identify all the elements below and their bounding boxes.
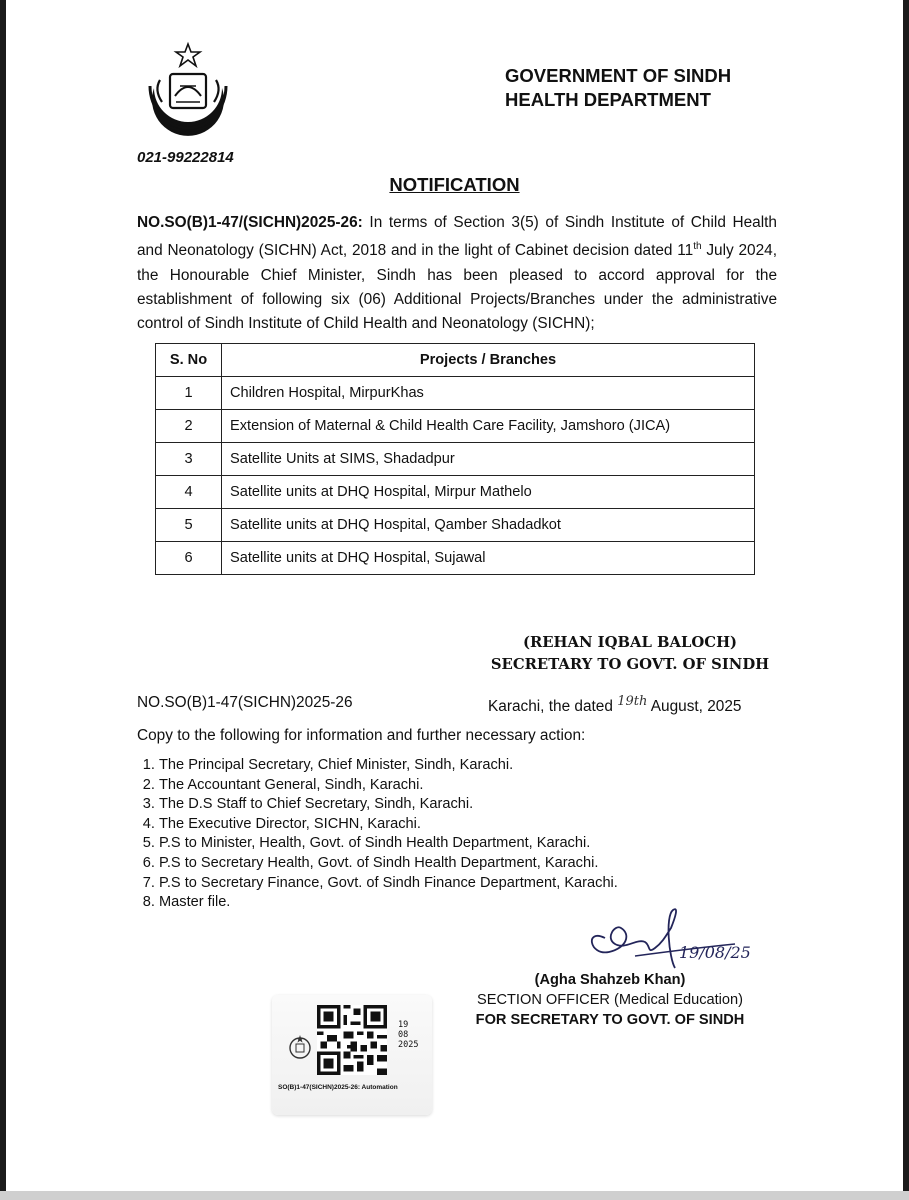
row-sno: 3 — [156, 443, 222, 476]
header-projects: Projects / Branches — [222, 344, 755, 377]
table-row — [156, 377, 755, 410]
handwritten-signature — [575, 898, 765, 978]
header-sno: S. No — [156, 344, 222, 377]
officer-name: (Agha Shahzeb Khan) — [534, 972, 686, 988]
list-item: 5. P.S to Minister, Health, Govt. of Sindh Health Department, Karachi. — [159, 834, 618, 854]
endorsement-ref: NO.SO(B)1-47(SICHN)2025-26 — [137, 694, 353, 711]
dated-prefix: Karachi, the dated — [488, 698, 618, 716]
notification-ref: NO.SO(B)1-47/(SICHN)2025-26: — [137, 214, 363, 231]
sindh-government-logo — [140, 40, 236, 145]
body-text-superscript: th — [693, 241, 702, 253]
notification-body — [137, 211, 777, 336]
department-line: HEALTH DEPARTMENT — [505, 89, 711, 110]
government-heading — [505, 64, 731, 112]
list-item: 1. The Principal Secretary, Chief Minister, Sindh, Karachi. — [159, 756, 618, 776]
table-header-row — [156, 344, 755, 377]
section-officer-block — [455, 970, 765, 1030]
secretary-name: (REHAN IQBAL BALOCH) — [522, 634, 738, 651]
list-item: 6. P.S to Secretary Health, Govt. of Sindh Health Department, Karachi. — [159, 854, 618, 874]
phone-number: 021-99222814 — [137, 149, 234, 166]
projects-table — [155, 343, 755, 575]
row-sno: 2 — [156, 410, 222, 443]
notification-title: NOTIFICATION — [389, 174, 520, 195]
table-row — [156, 443, 755, 476]
list-item: 7. P.S to Secretary Finance, Govt. of Sindh Finance Department, Karachi. — [159, 874, 618, 894]
stamp-ref: SO(B)1-47(SICHN)2025-26: Automation — [278, 1084, 398, 1091]
body-text-part2: July 2024, the Honourable Chief Minister, Sindh has been pleased to accord approval for the establishment of following six (06) Additional Projects/Branches under the administrative control of Sindh Institute of Child Health and Neonatology (SICHN); — [137, 242, 777, 332]
table-row — [156, 542, 755, 575]
small-seal-icon — [287, 1034, 313, 1060]
row-project: Satellite units at DHQ Hospital, Qamber Shadadkot — [222, 509, 755, 542]
list-item: 3. The D.S Staff to Chief Secretary, Sindh, Karachi. — [159, 795, 618, 815]
list-item: 2. The Accountant General, Sindh, Karachi. — [159, 776, 618, 796]
table-row — [156, 476, 755, 509]
dated-suffix: August, 2025 — [647, 698, 742, 716]
row-sno: 6 — [156, 542, 222, 575]
row-project: Extension of Maternal & Child Health Care Facility, Jamshoro (JICA) — [222, 410, 755, 443]
signature-date: 19/08/25 — [679, 943, 751, 962]
row-sno: 1 — [156, 377, 222, 410]
dated-day-handwritten: 19th — [617, 694, 648, 709]
copy-intro: Copy to the following for information and further necessary action: — [137, 727, 586, 744]
qr-code-icon — [317, 1005, 387, 1075]
row-project: Satellite Units at SIMS, Shadadpur — [222, 443, 755, 476]
list-item: 4. The Executive Director, SICHN, Karachi. — [159, 815, 618, 835]
officer-designation: SECTION OFFICER (Medical Education) — [477, 992, 743, 1008]
officer-for-line: FOR SECRETARY TO GOVT. OF SINDH — [475, 1012, 745, 1028]
table-row — [156, 509, 755, 542]
government-line: GOVERNMENT OF SINDH — [505, 65, 732, 86]
row-sno: 4 — [156, 476, 222, 509]
row-project: Children Hospital, MirpurKhas — [222, 377, 755, 410]
secretary-title: SECRETARY TO GOVT. OF SINDH — [490, 656, 770, 673]
table-row — [156, 410, 755, 443]
dated-line — [488, 694, 741, 716]
body-text-part1: In terms of Section 3(5) of Sindh Institute of Child Health and Neonatology (SICHN) Act, 2018 and in the light of Cabinet decision dated 11 — [137, 214, 777, 260]
row-sno: 5 — [156, 509, 222, 542]
stamp-date: 19 08 2025 — [398, 1020, 419, 1050]
secretary-block — [475, 632, 785, 676]
scan-bottom-edge — [0, 1191, 909, 1200]
row-project: Satellite units at DHQ Hospital, Sujawal — [222, 542, 755, 575]
copy-list — [137, 756, 618, 913]
list-item: 8. Master file. — [159, 893, 618, 913]
row-project: Satellite units at DHQ Hospital, Mirpur Mathelo — [222, 476, 755, 509]
